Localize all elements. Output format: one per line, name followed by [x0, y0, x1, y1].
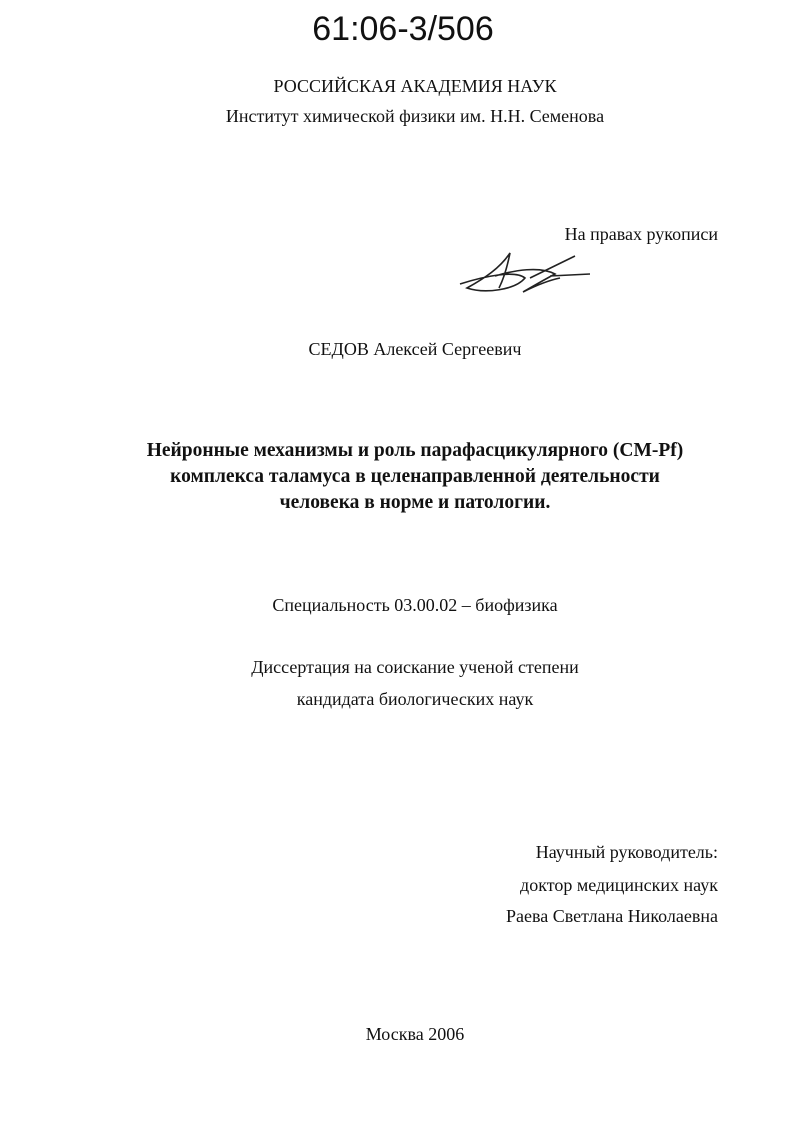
degree-line-2: кандидата биологических наук	[296, 689, 534, 709]
supervisor-label: Научный руководитель:	[535, 842, 718, 862]
catalog-code: 61:06-3/506	[312, 10, 494, 48]
supervisor-name: Раева Светлана Николаевна	[506, 906, 718, 926]
city-year: Москва 2006	[365, 1024, 465, 1044]
degree-line-1: Диссертация на соискание ученой степени	[251, 657, 579, 677]
title-line-3: человека в норме и патологии.	[279, 492, 551, 513]
supervisor-degree: доктор медицинских наук	[520, 875, 718, 895]
title-line-1: Нейронные механизмы и роль парафасцикулярного (CM-Pf)	[146, 440, 684, 461]
title-line-2: комплекса таламуса в целенаправленной деятельности	[170, 466, 660, 487]
author-name: СЕДОВ Алексей Сергеевич	[308, 339, 522, 359]
organization: РОССИЙСКАЯ АКАДЕМИЯ НАУК	[273, 76, 557, 96]
specialty: Специальность 03.00.02 – биофизика	[272, 595, 558, 615]
signature	[455, 248, 595, 298]
institute: Институт химической физики им. Н.Н. Семенова	[225, 106, 605, 126]
rights-note: На правах рукописи	[564, 224, 718, 244]
